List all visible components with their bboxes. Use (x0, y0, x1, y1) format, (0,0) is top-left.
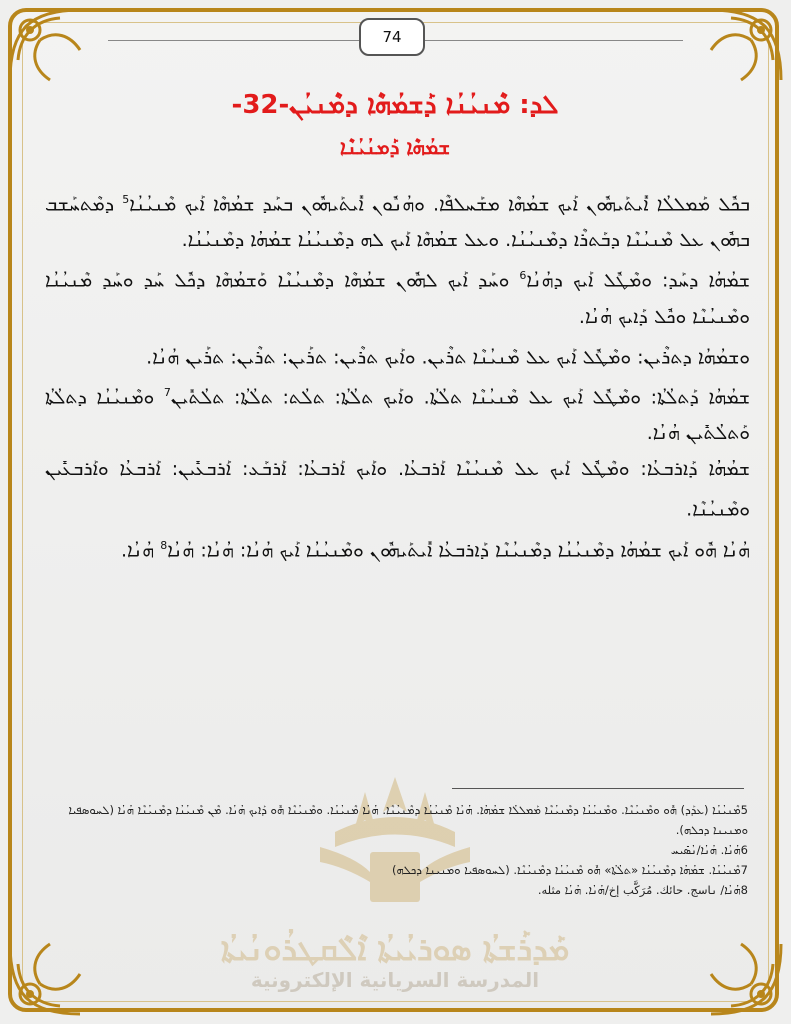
watermark-syriac: ܡܰܕܪܰܫܬܳܐ ܣܘܪܝܳܝܬܳܐ ܐܶܠܶܩܛܪܳܘܢܳܝܬܳܐ (220, 930, 570, 968)
paragraph-text: ܕܡܶܬܚܰܫܒ ܒܗܽܘܢ ܥܠ ܡܶܢܝܳܢܶܐ ܕܒܰܬܪܶܐ ܕܡܶܢܝܳܢܳܐ. ܘܥܠ ܫܡܳܗܶܐ ܐܰܝܟ ܠܗ ܕܡܶܢܝܳܢܳܐ ܫܡܳܗܳܐ ܕܡܶܢܝܳܢܳܐ. (45, 193, 750, 252)
paragraph-text: ܘܫܡܳܗܳܐ ܕܬܪܶܝܢ: ܘܡܶܛܽܠ ܐܰܝܟ ܥܠ ܡܶܢܝܳܢܶܐ ܬܪܶܝܢ. ܘܐܰܝܟ ܬܪܶܝܢ: ܬܪܰܝܢ: ܬܪܶܝܢ: ܬܪܰܝܢ ܗܳܢܳܐ. (146, 345, 750, 368)
paragraph (45, 182, 750, 258)
lesson-subtitle: ܫܡܳܗܶܐ ܕܰܡܢܳܝܳܢܶܐ (339, 135, 451, 159)
corner-ornament-icon (695, 0, 791, 96)
paragraph-text: ܫܡܳܗܳܐ ܕܚܰܕ: ܘܡܶܛܽܠ ܐܰܝܟ ܕܗܳܢܳܐ (526, 269, 751, 292)
footnote-ref: 6 (519, 269, 527, 283)
paragraph-text: ܫܡܳܗܳܐ ܕܰܐܪܒܥܳܐ: ܘܡܶܛܽܠ ܐܰܝܟ ܥܠ ܡܶܢܝܳܢܶܐ ܐܰܪܒܥܳܐ. ܘܐܰܝܟ ܐܰܪܒܥܳܐ: ܐܰܪܒܰܥ: ܐܰܪܒܥܺܝܢ: ܐܰܪܒܥܳܐ ܘܐܰܪܒܥܺܝܢ ܘܡܶܢܝܳܢܶܐ. (45, 458, 750, 521)
corner-ornament-icon (695, 928, 791, 1024)
paragraph-text: ܫܡܳܗܳܐ ܕܰܬܠܳܬܳܐ: ܘܡܶܛܽܠ ܐܰܝܟ ܥܠ ܡܶܢܝܳܢܶܐ ܬܠܳܬܳܐ. ܘܐܰܝܟ ܬܠܳܬܳܐ: ܬܠܳܬ: ܬܠܳܬܳܐ: ܬܠܳܬܺܝܢ (170, 386, 750, 409)
paragraph (45, 451, 750, 527)
paragraph (45, 375, 750, 451)
body-text (45, 182, 750, 568)
footnote-ref: 5 (122, 193, 130, 206)
footnote: 8ܗܳܢܳܐ/ ܢاسج. حائك. مُرَكَّب إخ/ܗܳܢܳܐ. ܗܳܢܳܐ مثله. (537, 883, 748, 897)
footnote: 7ܡܶܢܝܳܢܳܐ. ܫܡܳܗܳܐ ܕܡܶܢܝܳܢܳܐ «ܬܠܳܬܳܐ» ܗܽܘ ܡܶܢܝܳܢܳܐ ܕܡܶܢܝܳܢܶܐ. (ܠܚܘܣܦܝܐ ܘܡܢܝܢܐ ܕܟܠܗ) (392, 863, 748, 877)
lesson-title: ܠܕ: ܡܶܢܝܳܢܳܐ ܕܰܫܡܳܗܶܐ ܕܡܶܢܝܳܢ-32- (231, 90, 559, 120)
footnote-divider (452, 788, 744, 789)
footnotes (48, 800, 748, 900)
paragraph (45, 335, 750, 375)
paragraph-text: ܘܚܰܕ ܐܰܝܟ ܠܗܽܘܢ ܫܡܳܗܶܐ ܕܡܶܢܝܳܢܶܐ ܘܰܫܡܳܗܶܐ ܕܟܽܠ ܚܰܕ ܘܚܰܕ ܡܶܢܝܳܢܳܐ ܘܡܶܢܝܳܢܶܐ ܘܟܽܠ ܕܰܐܝܟ ܗܳܢܳܐ. (45, 269, 750, 328)
page-number: 74 (359, 18, 425, 56)
corner-ornament-icon (0, 0, 96, 96)
paragraph (45, 258, 750, 334)
paragraph-text: ܗܳܢܳܐ ܗܽܘ ܐܰܝܟ ܫܡܳܗܳܐ ܕܡܶܢܝܳܢܳܐ ܕܡܶܢܝܳܢܶܐ ܕܰܐܪܒܥܳܐ ܐܺܝܬܰܝܗܽܘܢ ܘܡܶܢܝܳܢܳܐ ܐܰܝܟ ܗܳܢܳܐ: ܗܳܢܳܐ: ܗܳܢܳܐ (167, 538, 750, 561)
corner-ornament-icon (0, 928, 96, 1024)
paragraph-text: ܗܳܢܳܐ. (121, 538, 161, 561)
paragraph (45, 528, 750, 568)
footnote: 6ܗܳܢܳܐ. ܗܳܢܳܐ/ܢܳܣܺܝܚ (670, 843, 748, 857)
footnote-ref: 8 (160, 538, 168, 552)
paragraph-text: ܒܟܽܠ ܡܰܡܠܠܳܐ ܐܺܝܬܰܝܗܽܘܢ ܐܰܝܟ ܫܡܳܗܶܐ ܡܫܰܚܠܦܶܐ. ܘܗܳܢܽܘܢ ܐܺܝܬܰܝܗܽܘܢ ܒܚܰܕ ܫܡܳܗܶܐ ܐܰܝܟ ܡܶܢܝܳܢܳܐ (129, 193, 751, 216)
footnote-ref: 7 (163, 385, 171, 399)
footnote: 5ܡܶܢܝܳܢܳܐ (ܥܕܰܕ) ܗܽܘ ܘܡܶܢܝܳܢܶܐ. ܘܡܶܢܝܳܢܳܐ ܕܡܶܢܝܳܢܶܐ ܡܰܡܠܠܳܐ ܫܡܳܗܳܐ. ܗܳܢܳܐ ܡܶܢܝܳܢܳܐ ܕܡܶܢܝܳܢܶܐ. ܗܳܢܳܐ ܡܶܢܝܳܢܳܐ. ܘܡܶܢܝܳܢܶܐ ܗܽܘ ܕܰܐܝܟ ܗܳܢܳܐ. ܡܶܢ ܡܶܢܝܳܢܳܐ ܕܡܶܢܝܳܢܶܐ ܗܳܢܳܐ (ܠܚܘܣܦܝܐ ܘܡܢܝܢܐ ܕܟܠܗ). (68, 803, 748, 837)
watermark-arabic: المدرسة السريانية الإلكترونية (250, 968, 540, 992)
paragraph-text: ܘܡܶܢܝܳܢܳܐ ܕܬܠܳܬܳܐ ܘܰܬܠܳܬܺܝܢ ܗܳܢܳܐ. (45, 386, 750, 445)
